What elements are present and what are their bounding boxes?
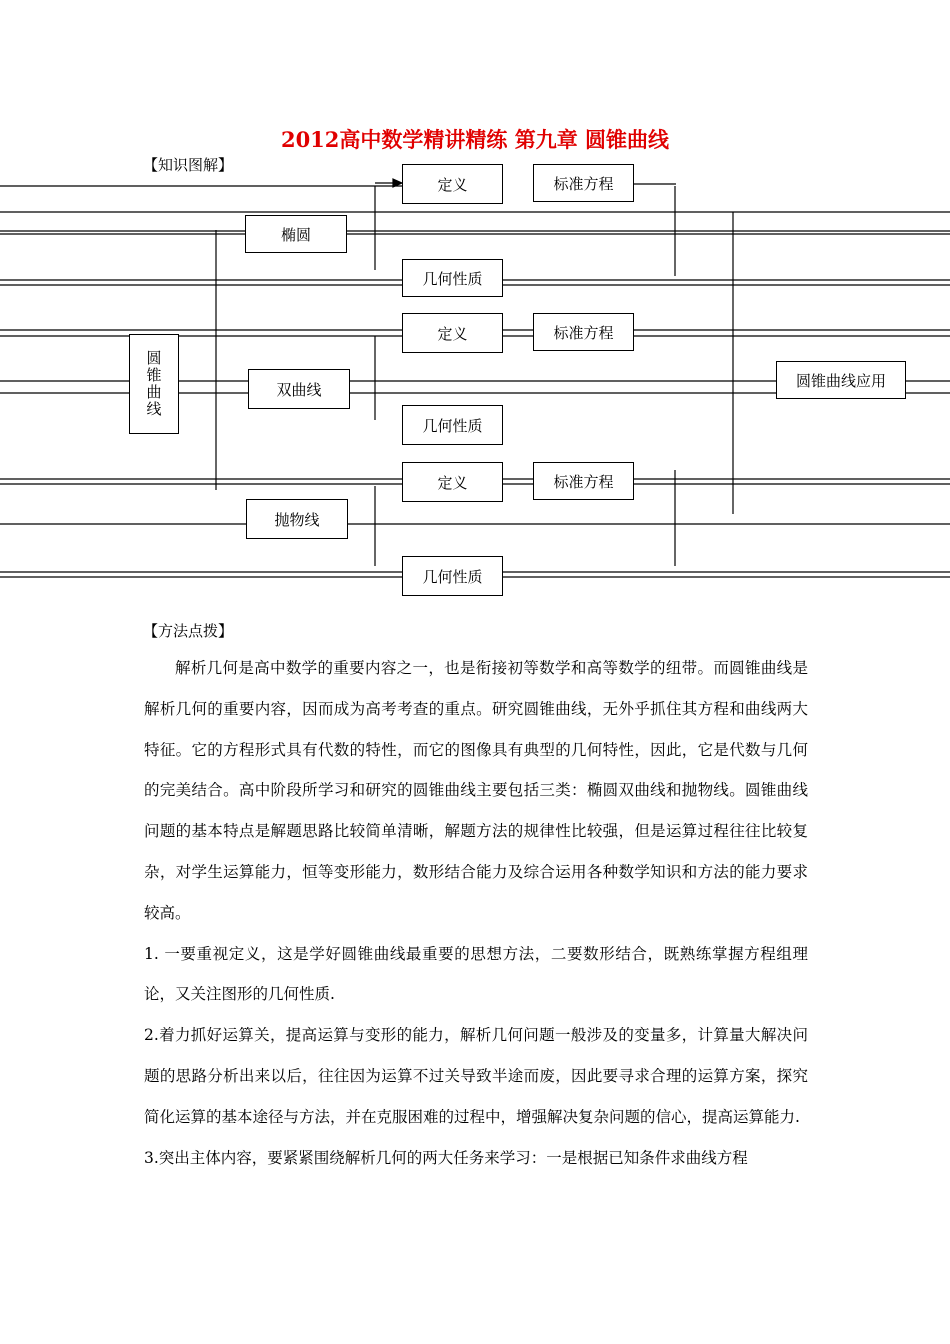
ellipse-standard-equation-node: 标准方程 (533, 164, 634, 202)
branch-hyperbola: 双曲线 (248, 369, 350, 409)
page-title: 2012高中数学精讲精练 第九章 圆锥曲线 (280, 127, 670, 152)
root-node-conic-sections: 圆锥曲线 (129, 334, 179, 434)
paragraph-intro: 解析几何是高中数学的重要内容之一，也是衔接初等数学和高等数学的纽带。而圆锥曲线是解析几何的重要内容，因而成为高考考查的重点。研究圆锥曲线，无外乎抓住其方程和曲线两大特征。它的方程形式具有代数的特性，而它的图像具有典型的几何特性，因此，它是代数与几何的完美结合。高中阶段所学习和研究的圆锥曲线主要包括三类：椭圆双曲线和抛物线。圆锥曲线问题的基本特点是解题思路比较简单清晰，解题方法的规律性比较强，但是运算过程往往比较复杂，对学生运算能力，恒等变形能力，数形结合能力及综合运用各种数学知识和方法的能力要求较高。 (144, 659, 808, 922)
section-heading-method: 【方法点拨】 (143, 622, 234, 640)
branch-ellipse: 椭圆 (245, 215, 347, 253)
hyperbola-definition-node: 定义 (402, 313, 503, 353)
hyperbola-geometric-properties-node: 几何性质 (402, 405, 503, 445)
paragraph-point-3: 3.突出主体内容，要紧紧围绕解析几何的两大任务来学习：一是根据已知条件求曲线方程 (144, 1148, 748, 1167)
paragraph-point-1: 1. 一要重视定义，这是学好圆锥曲线最重要的思想方法，二要数形结合，既熟练掌握方程组理论，又关注图形的几何性质. (144, 944, 808, 1004)
knowledge-diagram (0, 0, 950, 610)
hyperbola-standard-equation-node: 标准方程 (533, 313, 634, 351)
paragraph-point-2: 2.着力抓好运算关，提高运算与变形的能力，解析几何问题一般涉及的变量多，计算量大解决问题的思路分析出来以后，往往因为运算不过关导致半途而废，因此要寻求合理的运算方案，探究简化运算的基本途径与方法，并在克服困难的过程中，增强解决复杂问题的信心，提高运算能力. (144, 1026, 808, 1126)
body-text (144, 648, 808, 1178)
parabola-standard-equation-node: 标准方程 (533, 462, 634, 500)
parabola-geometric-properties-node: 几何性质 (402, 556, 503, 596)
ellipse-definition-node: 定义 (402, 164, 503, 204)
diagram-lines (0, 0, 950, 610)
parabola-definition-node: 定义 (402, 462, 503, 502)
application-node: 圆锥曲线应用 (776, 361, 906, 399)
branch-parabola: 抛物线 (246, 499, 348, 539)
section-heading-diagram: 【知识图解】 (143, 156, 234, 174)
ellipse-geometric-properties-node: 几何性质 (402, 259, 503, 297)
